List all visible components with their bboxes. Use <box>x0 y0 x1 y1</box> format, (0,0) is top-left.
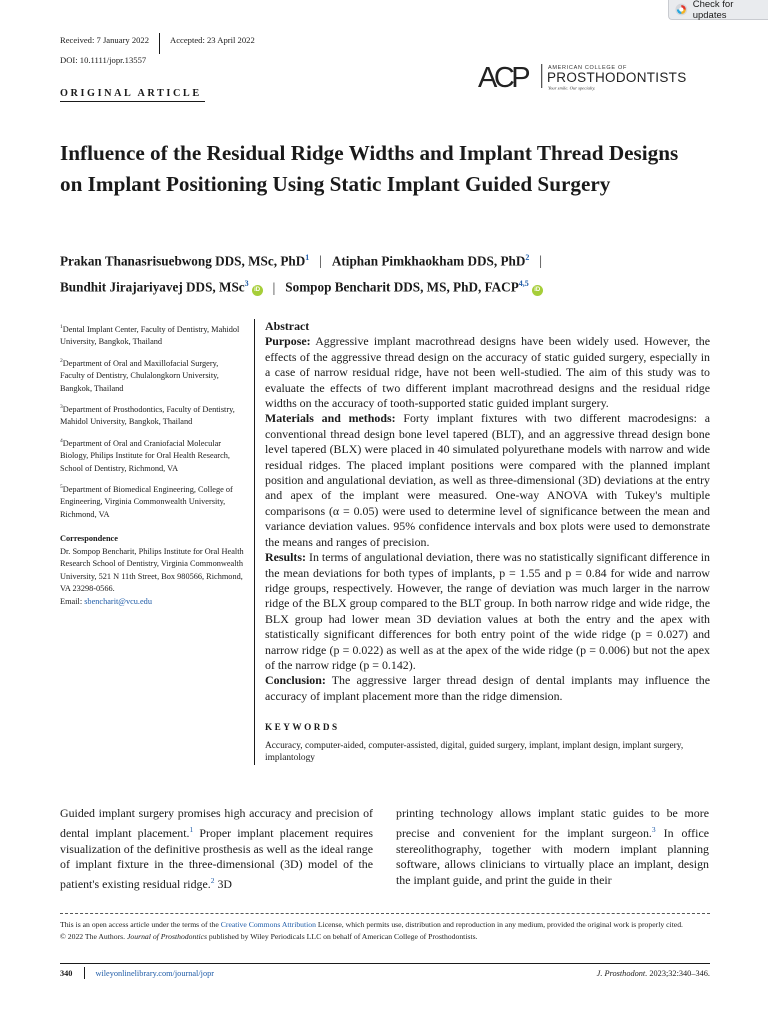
affiliation-text: Department of Prosthodontics, Faculty of Dentistry, Mahidol University, Bangkok, Thailand <box>60 404 235 427</box>
affiliation <box>60 401 245 429</box>
affiliation-number: 1 <box>60 324 63 330</box>
orcid-icon[interactable]: iD <box>532 285 543 296</box>
footnote-divider <box>60 913 710 914</box>
affiliation-number: 5 <box>60 484 63 491</box>
email-link[interactable]: sbencharit@vcu.edu <box>84 596 152 606</box>
received-date: Received: 7 January 2022 <box>60 35 150 45</box>
copyright-statement <box>60 931 712 943</box>
copyright-text: © 2022 The Authors. <box>60 931 127 941</box>
acp-logo-mark: ACP <box>478 62 528 91</box>
journal-site-link[interactable]: wileyonlinelibrary.com/journal/jopr <box>95 968 215 978</box>
correspondence-text: Dr. Sompop Bencharit, Philips Institute for Oral Health Research School of Dentistry, Virginia Commonwealth University, 521 N 11th Street, Box 980566, Richmond, VA 23298-0566. <box>60 546 244 594</box>
body-column-right <box>396 806 709 889</box>
license-text: This is an open access article under the terms of the <box>60 920 221 929</box>
journal-name: Journal of Prosthodontics <box>126 931 207 941</box>
body-text: printing technology allows implant static guides to be more precise and convenient for the implant surgeon. <box>396 806 709 840</box>
creative-commons-link[interactable]: Creative Commons Attribution <box>220 920 316 929</box>
orcid-icon[interactable]: iD <box>252 285 263 296</box>
author-affiliation-ref[interactable]: 1 <box>305 253 310 262</box>
email-label: Email: <box>60 596 85 606</box>
body-text: Proper implant placement requires visualization of the definitive prosthesis as well as the ideal range of implant fixture in the three-dimensional (3D) model of the patient's existing residual ridge. <box>60 825 373 892</box>
article-title: Influence of the Residual Ridge Widths and Implant Thread Designs on Implant Positioning Using Static Implant Guided Surgery <box>60 141 679 196</box>
affiliation <box>60 355 245 395</box>
article-type: ORIGINAL ARTICLE <box>60 88 202 99</box>
abstract-purpose <box>265 334 710 411</box>
body-column-left <box>60 806 373 893</box>
abstract-conclusion <box>265 673 710 704</box>
author-affiliation-ref[interactable]: 4,5 <box>518 279 529 289</box>
author-list <box>60 246 720 299</box>
doi: DOI: 10.1111/jopr.13557 <box>60 55 147 65</box>
article-type-rule <box>60 101 205 102</box>
keywords-heading: KEYWORDS <box>265 722 340 733</box>
footer-rule <box>60 963 710 964</box>
reference-link[interactable]: 2 <box>210 876 215 886</box>
acp-logo <box>478 61 710 91</box>
affiliations-column <box>60 321 245 608</box>
body-text: In office stereolithography, together with modern implant planning software, allows clinicians to virtually place an implant, design the implant guide, and print the guide in their <box>396 825 709 888</box>
abstract-results <box>265 550 710 673</box>
affiliation <box>60 435 245 475</box>
affiliation <box>60 321 245 349</box>
article-dates <box>60 35 255 45</box>
affiliation-text: Department of Oral and Craniofacial Molecular Biology, Philips Institute for Oral Health Research, School of Dentistry, Richmond, VA <box>60 438 230 473</box>
author-affiliation-ref[interactable]: 2 <box>525 253 530 262</box>
affiliation-number: 4 <box>60 437 63 444</box>
keywords-list: Accuracy, computer-aided, computer-assisted, digital, guided surgery, implant, implant design, implant surgery, implantology <box>265 740 684 764</box>
footer-divider <box>84 967 85 979</box>
page-footer <box>60 967 710 979</box>
purpose-text: Aggressive implant macrothread designs have been widely used. However, the effects of the aggressive thread design on the accuracy of static guided surgery, especially in a case of narrow residual ridge, have not been well-studied. The aim of this study was to evaluate the effects of two different implant macrothread designs and the residual ridge widths on the accuracy of tooth-supported static guided implant surgery. <box>265 334 710 411</box>
acp-logo-tagline: Your smile. Our specialty. <box>548 85 596 91</box>
affiliation-text: Department of Biomedical Engineering, College of Engineering, Virginia Commonwealth University, Richmond, VA <box>60 484 233 519</box>
check-for-updates-button[interactable] <box>668 0 768 20</box>
acp-logo-line2: PROSTHODONTISTS <box>547 70 687 85</box>
methods-text: Forty implant fixtures with two different macrodesigns: a conventional thread design bone level tapered (BLT), and an aggressive thread design bone level tapered (BLX) were placed in 40 simulated polyurethane models with narrow and wide residual ridges. The placed implant positions were compared with the planned implant position and angulational deviation, as well as three-dimensional (3D) deviations at the entry and apex of the implant were measured. One-way ANOVA with Tukey's multiple comparisons (α = 0.05) were used to determine level of significance between the mean and variance deviation values. 95% confidence intervals and box plots were used to demonstrate the means and ranges of precision. <box>265 411 710 549</box>
license-notes <box>60 919 712 942</box>
check-updates-icon <box>675 3 688 16</box>
author-name: Sompop Bencharit DDS, MS, PhD, FACP <box>285 279 519 295</box>
acp-logo-line1: AMERICAN COLLEGE OF <box>548 65 628 71</box>
author-name: Prakan Thanasrisuebwong DDS, MSc, PhD <box>60 253 306 269</box>
copyright-text: published by Wiley Periodicals LLC on behalf of American College of Prosthodontists. <box>207 931 478 941</box>
license-text: License, which permits use, distribution and reproduction in any medium, provided the original work is properly cited. <box>315 920 683 929</box>
page-number: 340 <box>60 968 73 978</box>
reference-link[interactable]: 3 <box>651 824 656 834</box>
affiliation-number: 3 <box>60 404 63 411</box>
affiliation-number: 2 <box>60 357 63 364</box>
author-affiliation-ref[interactable]: 3 <box>244 279 249 289</box>
results-label: Results: <box>265 550 306 565</box>
abstract <box>254 319 710 765</box>
body-text: Guided implant surgery promises high accuracy and precision of dental implant placement. <box>60 806 373 840</box>
affiliation-text: Department of Oral and Maxillofacial Surgery, Faculty of Dentistry, Chulalongkorn University, Bangkok, Thailand <box>60 358 219 393</box>
conclusion-text: The aggressive larger thread design of dental implants may influence the accuracy of implant placement more than the ridge dimension. <box>265 673 710 703</box>
author-separator: | <box>319 253 322 269</box>
methods-label: Materials and methods: <box>265 411 396 426</box>
conclusion-label: Conclusion: <box>265 673 326 688</box>
body-text: 3D <box>214 877 233 892</box>
citation-journal: J. Prosthodont. <box>596 968 648 978</box>
license-statement <box>60 919 712 931</box>
author-separator: | <box>272 279 276 295</box>
author-name: Atiphan Pimkhaokham DDS, PhD <box>331 253 526 269</box>
abstract-heading: Abstract <box>265 319 310 333</box>
affiliation-text: Dental Implant Center, Faculty of Dentistry, Mahidol University, Bangkok, Thailand <box>60 324 240 347</box>
purpose-label: Purpose: <box>265 334 311 349</box>
date-divider <box>159 33 160 54</box>
correspondence-address <box>60 546 245 609</box>
journal-citation <box>597 969 710 978</box>
citation-volume: 2023;32:340–346. <box>647 968 710 978</box>
check-for-updates-label: Check for updates <box>692 0 734 21</box>
author-separator: | <box>539 253 542 269</box>
correspondence-heading: Correspondence <box>60 534 118 544</box>
affiliation <box>60 481 245 521</box>
author-name: Bundhit Jirajariyavej DDS, MSc <box>60 279 245 295</box>
abstract-methods <box>265 411 710 550</box>
reference-link[interactable]: 1 <box>189 824 194 834</box>
accepted-date: Accepted: 23 April 2022 <box>170 35 255 45</box>
results-text: In terms of angulational deviation, there was no statistically significant difference in the mean deviations for both types of implants, p = 1.55 and p = 0.84 for wide and narrow ridge groups, respectively. However, the range of deviation was much larger in the narrow ridge of the BLX group compared to the BLT group. In both narrow ridge and wide ridge, the BLX group had lower mean 3D deviation values at both the entry and the apex with statistically significant differences for both entry point of the wide ridge (p = 0.027) and narrow ridge (p = 0.022) as well as at the apex of the wide ridge (p = 0.006) but not the apex of the narrow ridge (p = 0.142). <box>265 550 710 672</box>
